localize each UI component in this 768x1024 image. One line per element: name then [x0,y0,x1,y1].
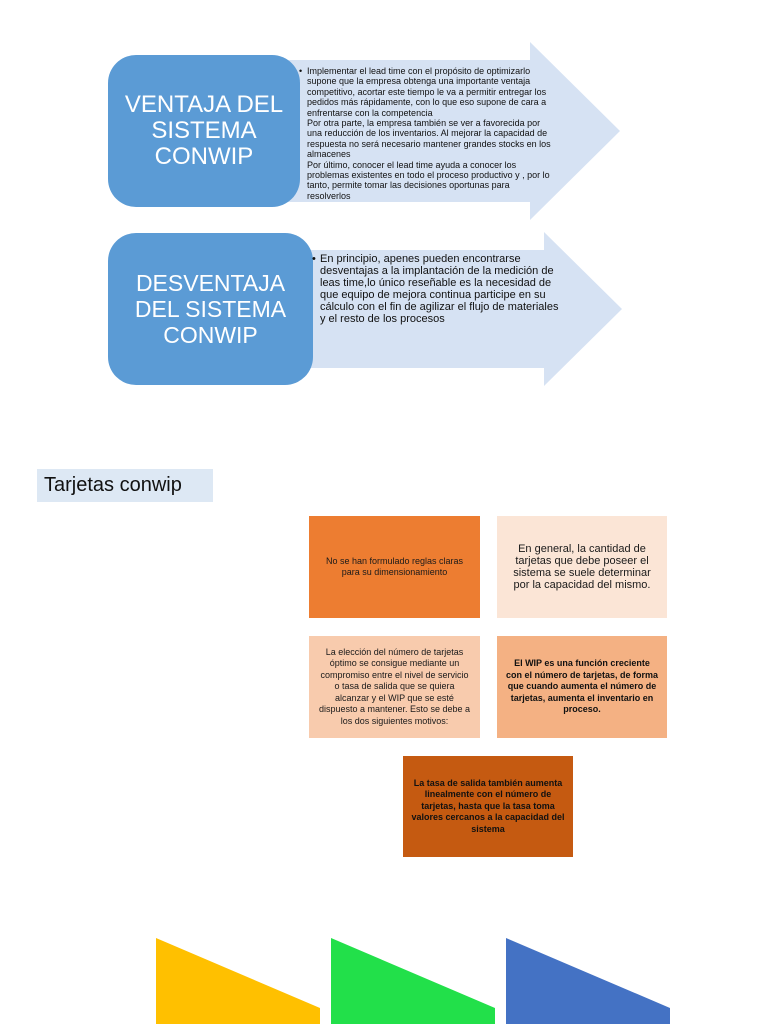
ventaja-title-text: VENTAJA DEL SISTEMA CONWIP [124,91,284,170]
desventaja-bullets [312,253,562,325]
ventaja-bullet-3: Por último, conocer el lead time ayuda a conocer los problemas existentes en todo el proceso productivo y , por lo tanto, permite tomar las decisiones oportunas para resolverlos [307,159,550,201]
desventaja-title-text: DESVENTAJA DEL SISTEMA CONWIP [134,270,287,348]
blue-shape [506,938,670,1024]
ventaja-bullets [299,66,551,201]
tarjetas-box-eleccion: La elección del número de tarjetas óptimo se consigue mediante un compromiso entre el nivel de servicio o tasa de salida que se quiera alcanzar y el WIP que se esté dispuesto a mantener. Esto se debe a los dos siguientes motivos: [309,636,480,738]
ventaja-title [108,55,300,207]
green-shape [331,938,495,1024]
tarjetas-box-reglas: No se han formulado reglas claras para su dimensionamiento [309,516,480,618]
desventaja-title [108,233,313,385]
ventaja-bullet-1: • Implementar el lead time con el propósito de optimizarlo supone que la empresa obtenga una importante ventaja competitivo, acortar este tiempo le va a permitir entregar los pedidos más rápidamente, con lo que eso supone de cara a enfrentarse con la competencia [299,66,547,118]
tarjetas-box-cantidad: En general, la cantidad de tarjetas que debe poseer el sistema se suele determinar por la capacidad del mismo. [497,516,667,618]
yellow-shape [156,938,320,1024]
tarjetas-box-wip: El WIP es una función creciente con el número de tarjetas, de forma que cuando aumenta el número de tarjetas, aumenta el inventario en proceso. [497,636,667,738]
ventaja-bullet-2: Por otra parte, la empresa también se ver a favorecida por una reducción de los inventarios. Al mejorar la capacidad de respuesta no será necesario mantener grandes stocks en los almacenes [307,118,551,160]
tarjetas-box-tasa-salida: La tasa de salida también aumenta linealmente con el número de tarjetas, hasta que la tasa toma valores cercanos a la capacidad del sistema [403,756,573,857]
tarjetas-title: Tarjetas conwip [37,469,213,502]
desventaja-bullet-1: • En principio, apenes pueden encontrarse desventajas a la implantación de la medición de leas time,lo único reseñable es la necesidad de que equipo de mejora continua participe en su cálculo con el fin de agilizar el flujo de materiales y el resto de los procesos [312,253,559,325]
